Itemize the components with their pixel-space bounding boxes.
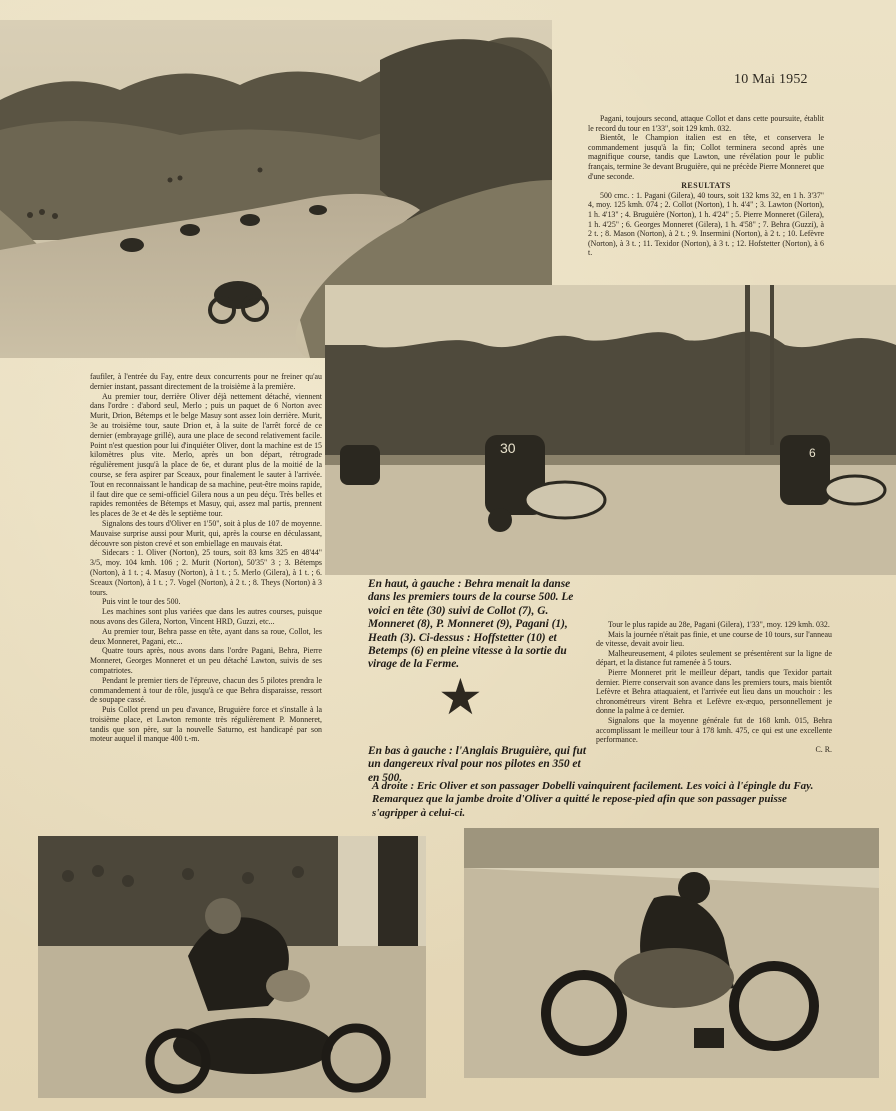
caption-bottom-left: En bas à gauche : l'Anglais Bruguière, qui fut un dangereux rival pour nos pilotes en 350 et en 500. xyxy=(368,745,587,784)
svg-text:30: 30 xyxy=(500,440,516,456)
caption-top: En haut, à gauche : Behra menait la danse dans les premiers tours de la course 500. Le voici en tête (30) suivi de Collot (7), G. Monneret (8), P. Monneret (9), Pagani (1), Heath (3). Ci-dessus : Hoffstetter (10) et Betemps (6) en pleine vitesse à la sortie du virage de la Ferme. xyxy=(368,578,574,671)
article-paragraph: Mais la journée n'était pas finie, et une course de 10 tours, sur l'anneau de vitesse, devait avoir lieu. xyxy=(596,629,832,649)
article-paragraph: Signalons des tours d'Oliver en 1'50", soit à plus de 107 de moyenne. Mauvaise surprise aussi pour Murit, qui, après la course en déculassant, découvre son piston crevé et son embiellage en mauvais état. xyxy=(90,518,322,548)
article-paragraph: Puis vint le tour des 500. xyxy=(102,597,181,607)
author-signature: C. R. xyxy=(815,744,832,754)
results-listing: 500 cmc. : 1. Pagani (Gilera), 40 tours, soit 132 kms 32, en 1 h. 3'37" 4, moy. 125 kmh. 074 ; 2. Collot (Norton), 1 h. 4'4" ; 3. Lawton (Norton), 1 h. 4'13" ; 4. Bruguière (Norton), 1 h. 4'24" ; 5. Pierre Monneret (Gilera), 1 h. 4'25" ; 6. Georges Monneret (Gilera), 1 h. 4'58" ; 7. Behra (Guzzi), à 2 t. ; 8. Mason (Norton), à 2 t. ; 9. Insermini (Norton), à 2 t. ; 10. Lefèvre (Norton), à 3 t. ; 11. Texidor (Norton), à 3 t. ; 12. Hofstetter (Norton), à 6 t. xyxy=(588,190,824,258)
caption-bottom-right: A droite : Eric Oliver et son passager Dobelli vainquirent facilement. Les voici à l'épingle du Fay. Remarquez que la jambe droite d'Oliver a quitté le repose-pied afin que son passager puisse s'agripper à celui-ci. xyxy=(372,780,814,819)
article-paragraph: Au premier tour, Behra passe en tête, ayant dans sa roue, Collot, les deux Monneret, Pagani, etc... xyxy=(90,626,322,646)
results-heading: RESULTATS xyxy=(681,181,731,191)
article-paragraph: Au premier tour, derrière Oliver déjà nettement détaché, viennent dans l'ordre : d'abord seul, Merlo ; puis un paquet de 6 Norton avec Murit, Drion, Bétemps et le belge Masuy sont assez loin derrière. Murit, 3e au troisième tour, saute Drion et, à la suite de l'arrêt forcé de ce dernier (embrayage grillé), aura une place de second relativement facile. Point n'est question pour lui d'inquiéter Oliver, dont la machine est de 15 kilomètres plus vite. Merlo, après un bon départ, rétrograde régulièrement jusqu'à la place de 6e, et durant plus de la moitié de la course, se fera aspirer par Sceaux, pour finalement le sauter à l'arrivée. Tout en reconnaissant le handicap de sa machine, peut-être moins rapide, il faut dire que ce semi-officiel Gilera nous a un peu déçu. Très belles et rapides remontées de Bétemps et Masuy, qui, assez mal partis, prennent les places de 3e et 4e dès le septième tour. xyxy=(90,391,322,519)
article-paragraph: Pendant le premier tiers de l'épreuve, chacun des 5 pilotes prendra le commandement à tour de rôle, jusqu'à ce que Behra disparaisse, ressort de soupape cassé. xyxy=(90,675,322,705)
article-paragraph: Sidecars : 1. Oliver (Norton), 25 tours, soit 83 kms 325 en 48'44" 3/5, moy. 104 kmh. 106 ; 2. Murit (Norton), 50'35" 3 ; 3. Bétemps (Norton), à 1 t. ; 4. Masuy (Norton), à 1 t. ; 5. Merlo (Gilera), à 1 t. ; 6. Sceaux (Norton), à 1 t. ; 7. Vogel (Norton), à 2 t. ; 8. Theys (Norton) à 3 tours. xyxy=(90,548,322,597)
results-paragraph: Pagani, toujours second, attaque Collot et dans cette poursuite, établit le record du tour en 1'33", soit 129 kmh. 032. xyxy=(588,114,824,133)
star-ornament: ★ xyxy=(438,669,483,725)
article-right-column xyxy=(596,620,832,754)
results-paragraph: Bientôt, le Champion italien est en tête, et conservera le commandement jusqu'à la fin; Collot terminera second après une magnifique course, tandis que Lawton, une révélation pour le public français, termine 3e devant Bruguière, qui ne précède Pierre Monneret que d'une seconde. xyxy=(588,133,824,181)
article-paragraph: faufiler, à l'entrée du Fay, entre deux concurrents pour ne freiner qu'au dernier instant, passant directement de la troisième à la première. xyxy=(90,372,322,391)
article-left-column xyxy=(90,372,322,744)
article-paragraph: Malheureusement, 4 pilotes seulement se présentèrent sur la ligne de départ, et la distance fut ramenée à 5 tours. xyxy=(596,648,832,668)
article-paragraph: Signalons que la moyenne générale fut de 168 kmh. 015, Behra accomplissant le meilleur tour à 178 kmh. 475, ce qui est une excellente performance. xyxy=(596,715,832,745)
article-paragraph: Tour le plus rapide au 28e, Pagani (Gilera), 1'33", moy. 129 kmh. 032. xyxy=(608,620,830,629)
svg-text:6: 6 xyxy=(809,446,816,460)
article-paragraph: Les machines sont plus variées que dans les autres courses, puisque nous avons des Gilera, Norton, Vincent HRD, Guzzi, etc... xyxy=(90,607,322,626)
photo-sidecars xyxy=(325,285,896,575)
photo-rider-motorbike xyxy=(464,828,879,1078)
article-paragraph: Quatre tours après, nous avons dans l'ordre Pagani, Behra, Pierre Monneret, Georges Monneret et un peu détaché Lawton, suivis de ses compatriotes. xyxy=(90,646,322,675)
issue-date: 10 Mai 1952 xyxy=(734,72,808,87)
article-paragraph: Puis Collot prend un peu d'avance, Bruguière force et s'installe à la troisième place, et Lawton remonte très régulièrement P. Monneret, tandis que son père, sur la nouvelle Saturno, est handicapé par son moteur auquel il manque 400 t.-m. xyxy=(90,705,322,744)
results-column xyxy=(588,114,824,258)
photo-rider-bruguiere xyxy=(38,836,426,1098)
article-paragraph: Pierre Monneret prit le meilleur départ, tandis que Texidor partait dernier. Pierre conservait son avance dans les premiers tours, mais bientôt Lefèvre et Behra attaquaient, et l'arrivée eut lieu dans un mouchoir : les chronométreurs virent Behra et Lefèvre ex-æquo, personnellement je donne la palme à ce dernier. xyxy=(596,667,832,716)
